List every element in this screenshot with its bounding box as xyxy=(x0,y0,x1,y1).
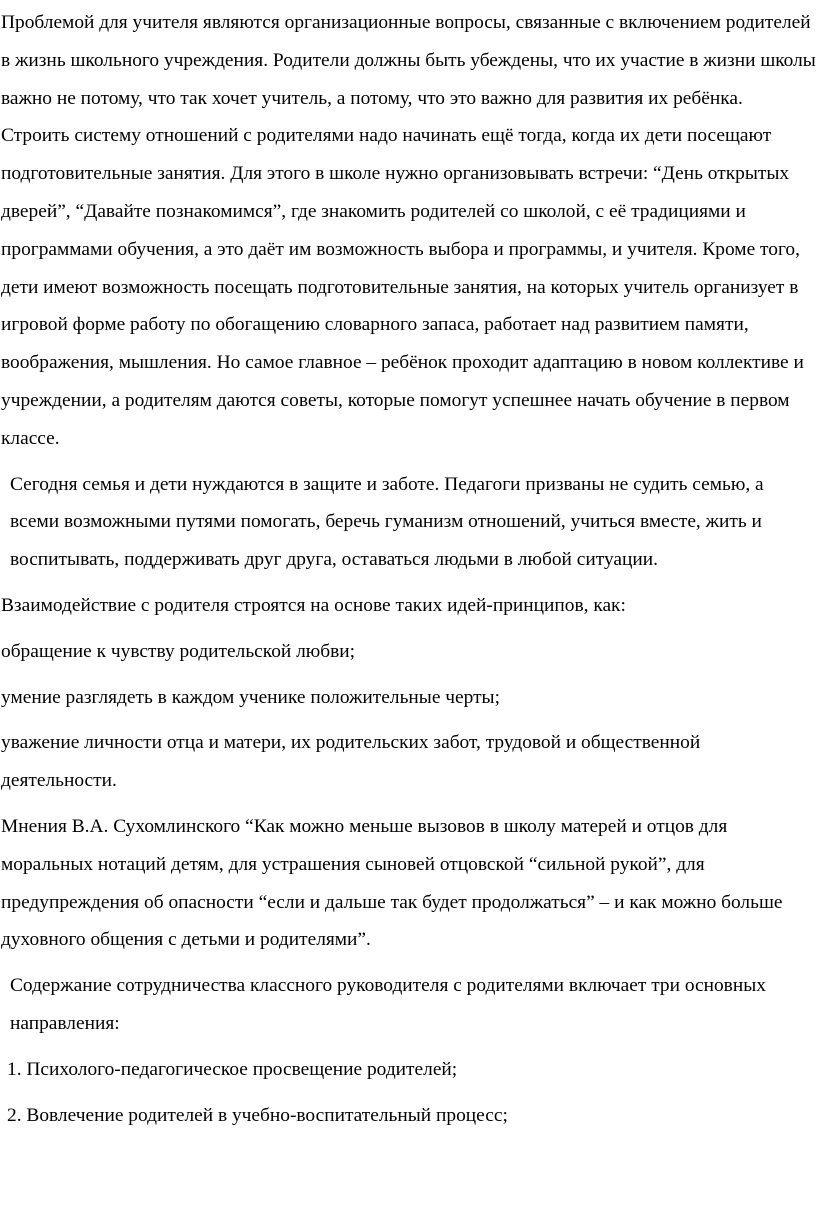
paragraph-family-support: Сегодня семья и дети нуждаются в защите и заботе. Педагоги призваны не судить семью, а всеми возможными путями помогать, беречь гуманизм отношений, учиться вместе, жить и воспитывать, поддерживать друг друга, оставаться людьми в любой ситуации. xyxy=(10,473,764,571)
principle-item: умение разглядеть в каждом ученике положительные черты; xyxy=(1,686,500,708)
principle-item: уважение личности отца и матери, их родительских забот, трудовой и общественной деятельности. xyxy=(1,732,701,792)
paragraph-sukhomlinsky-quote: Мнения В.А. Сухомлинского “Как можно меньше вызовов в школу матерей и отцов для моральных нотаций детям, для устрашения сыновей отцовской “сильной рукой”, для предупреждения об опасности “если и дальше так будет продолжаться” – и как можно больше духовного общения с детьми и родителями”. xyxy=(1,815,783,951)
paragraph-directions-intro: Содержание сотрудничества классного руководителя с родителями включает три основных направления: xyxy=(10,975,766,1034)
principle-item: обращение к чувству родительской любви; xyxy=(1,640,356,662)
direction-item: 1. Психолого-педагогическое просвещение родителей; xyxy=(7,1058,458,1080)
paragraph-problems: Проблемой для учителя являются организационные вопросы, связанные с включением родителей в жизнь школьного учреждения. Родители должны быть убеждены, что их участие в жизни школы важно не потому, что так хочет учитель, а потому, что это важно для развития их ребёнка. Строить систему отношений с родителями надо начинать ещё тогда, когда их дети посещают подготовительные занятия. Для этого в школе нужно организовывать встречи: “День открытых дверей”, “Давайте познакомимся”, где знакомить родителей со школой, с её традициями и программами обучения, а это даёт им возможность выбора и программы, и учителя. Кроме того, дети имеют возможность посещать подготовительные занятия, на которых учитель организует в игровой форме работу по обогащению словарного запаса, работает над развитием памяти, воображения, мышления. Но самое главное – ребёнок проходит адаптацию в новом коллективе и учреждении, а родителям даются советы, которые помогут успешнее начать обучение в первом классе. xyxy=(1,12,816,449)
direction-item: 2. Вовлечение родителей в учебно-воспитательный процесс; xyxy=(7,1104,508,1126)
paragraph-principles-intro: Взаимодействие с родителя строятся на основе таких идей-принципов, как: xyxy=(1,594,626,616)
